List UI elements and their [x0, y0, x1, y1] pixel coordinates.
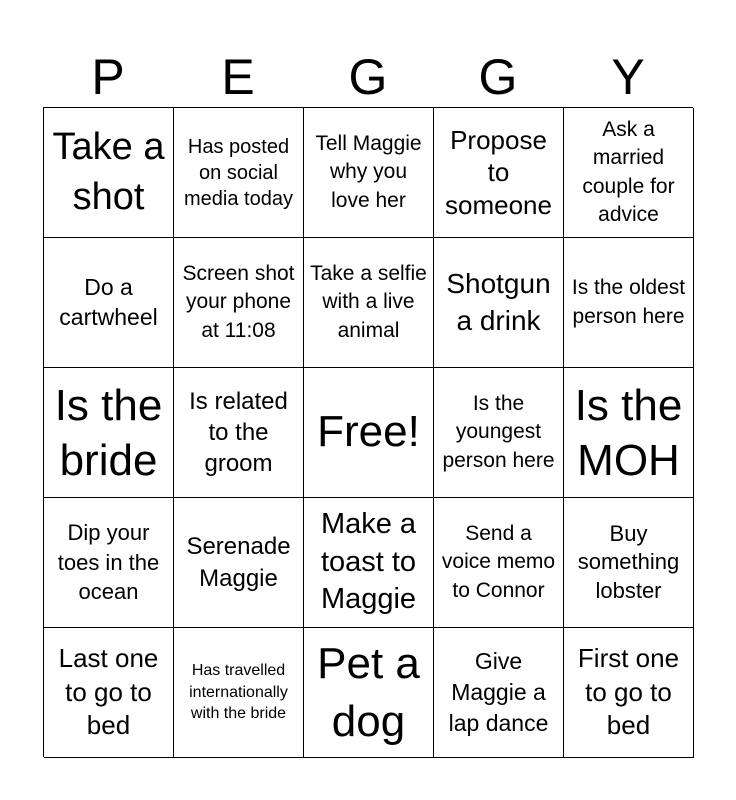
bingo-cell[interactable] — [564, 368, 694, 498]
cell-text: Has travelled internationally with the bride — [189, 662, 288, 723]
cell-text: Pet a dog — [317, 639, 420, 746]
bingo-cell[interactable] — [304, 498, 434, 628]
header-letter: P — [91, 49, 125, 105]
cell-text: Is the MOH — [574, 380, 683, 485]
bingo-cell[interactable] — [564, 498, 694, 628]
bingo-cell[interactable] — [44, 498, 174, 628]
cell-text: Shotgun a drink — [446, 268, 551, 336]
cell-text: Dip your toes in the ocean — [57, 519, 160, 605]
bingo-cell[interactable] — [434, 498, 564, 628]
bingo-cell[interactable] — [564, 628, 694, 758]
bingo-cell[interactable] — [434, 108, 564, 238]
cell-text: Last one to go to bed — [58, 642, 159, 741]
header-letter: E — [221, 49, 255, 105]
bingo-cell[interactable] — [304, 108, 434, 238]
bingo-cell[interactable] — [174, 498, 304, 628]
cell-text: Ask a married couple for advice — [582, 117, 675, 226]
bingo-cell[interactable] — [174, 628, 304, 758]
cell-text: Send a voice memo to Connor — [441, 521, 556, 602]
bingo-cell[interactable] — [304, 238, 434, 368]
bingo-cell[interactable] — [434, 628, 564, 758]
cell-text: Buy something lobster — [577, 520, 680, 603]
bingo-cell[interactable] — [44, 238, 174, 368]
bingo-cell[interactable] — [44, 108, 174, 238]
cell-text: Is the youngest person here — [442, 391, 555, 472]
cell-text: Screen shot your phone at 11:08 — [182, 261, 295, 342]
header-letter: Y — [611, 49, 645, 105]
bingo-cell[interactable] — [434, 238, 564, 368]
bingo-cell[interactable] — [44, 628, 174, 758]
bingo-cell[interactable] — [564, 238, 694, 368]
cell-text: Is the oldest person here — [571, 276, 686, 328]
cell-text: Do a cartwheel — [59, 273, 158, 330]
cell-text: Is the bride — [54, 380, 163, 485]
cell-text: Take a shot — [52, 126, 165, 218]
cell-text: Tell Maggie why you love her — [315, 131, 422, 212]
header-letter: G — [478, 49, 518, 105]
cell-text: Is related to the groom — [189, 387, 288, 478]
bingo-cell[interactable] — [304, 628, 434, 758]
bingo-header — [43, 46, 693, 108]
cell-text: Propose to someone — [445, 124, 552, 220]
bingo-grid — [43, 107, 693, 757]
free-space-cell[interactable] — [304, 368, 434, 498]
bingo-cell[interactable] — [564, 108, 694, 238]
bingo-cell[interactable] — [434, 368, 564, 498]
cell-text: Give Maggie a lap dance — [448, 647, 549, 737]
cell-text: Has posted on social media today — [184, 135, 293, 210]
bingo-cell[interactable] — [174, 368, 304, 498]
cell-text: First one to go to bed — [577, 642, 680, 741]
bingo-cell[interactable] — [174, 238, 304, 368]
cell-text: Serenade Maggie — [186, 533, 291, 592]
cell-text: Take a selfie with a live animal — [310, 261, 427, 342]
cell-text: Free! — [317, 407, 420, 457]
cell-text: Make a toast to Maggie — [320, 507, 417, 616]
header-letter: G — [348, 49, 388, 105]
bingo-cell[interactable] — [44, 368, 174, 498]
bingo-cell[interactable] — [174, 108, 304, 238]
